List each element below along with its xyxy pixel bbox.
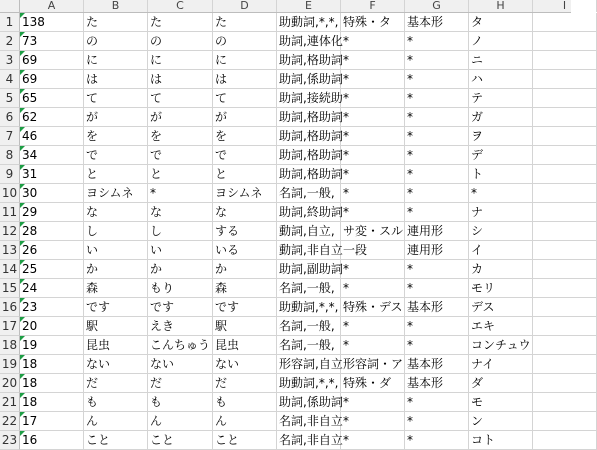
cell-f[interactable]: 特殊・タ xyxy=(341,13,405,32)
cell-d[interactable]: に xyxy=(213,51,277,70)
cell-g[interactable]: * xyxy=(405,51,469,70)
column-header-h[interactable]: H xyxy=(469,0,533,12)
cell-b[interactable]: ん xyxy=(84,412,148,431)
number-as-text-indicator-icon xyxy=(20,127,25,132)
cell-f[interactable]: * xyxy=(341,32,405,51)
cell-a[interactable]: 28 xyxy=(20,222,84,241)
cell-f[interactable]: * xyxy=(341,412,405,431)
cell-i[interactable] xyxy=(533,317,597,336)
table-row xyxy=(0,70,571,89)
cell-h[interactable]: ノ xyxy=(469,32,533,51)
cell-b[interactable]: い xyxy=(84,241,148,260)
cell-b[interactable]: 駅 xyxy=(84,317,148,336)
cell-i[interactable] xyxy=(533,412,597,431)
cell-a[interactable]: 69 xyxy=(20,70,84,89)
cell-e[interactable]: 助詞,格助詞 xyxy=(277,108,341,127)
cell-g[interactable]: * xyxy=(405,393,469,412)
cell-h[interactable]: ヲ xyxy=(469,127,533,146)
number-as-text-indicator-icon xyxy=(20,89,25,94)
number-as-text-indicator-icon xyxy=(20,317,25,322)
cell-d[interactable]: ない xyxy=(213,355,277,374)
cell-g[interactable]: * xyxy=(405,203,469,222)
cell-c[interactable]: ん xyxy=(148,412,213,431)
cell-g[interactable]: * xyxy=(405,412,469,431)
table-row xyxy=(0,32,571,51)
table-row xyxy=(0,51,571,70)
cell-e[interactable]: 助詞,副助詞 xyxy=(277,260,341,279)
cell-d[interactable]: の xyxy=(213,32,277,51)
number-as-text-indicator-icon xyxy=(20,222,25,227)
cell-i[interactable] xyxy=(533,108,597,127)
table-row xyxy=(0,336,571,355)
cell-h[interactable]: イ xyxy=(469,241,533,260)
table-row xyxy=(0,203,571,222)
number-as-text-indicator-icon xyxy=(20,431,25,436)
number-as-text-indicator-icon xyxy=(20,374,25,379)
table-row xyxy=(0,184,571,203)
table-row xyxy=(0,222,571,241)
cell-i[interactable] xyxy=(533,89,597,108)
table-row xyxy=(0,393,571,412)
row-header[interactable]: 4 xyxy=(0,70,20,89)
cell-c[interactable]: こと xyxy=(148,431,213,450)
cell-a[interactable]: 29 xyxy=(20,203,84,222)
cell-e[interactable]: 名詞,非自立 xyxy=(277,431,341,450)
cell-i[interactable] xyxy=(533,127,597,146)
cell-c[interactable]: の xyxy=(148,32,213,51)
select-all-corner[interactable] xyxy=(0,0,20,12)
cell-e[interactable]: 助詞,格助詞 xyxy=(277,146,341,165)
cell-h[interactable]: シ xyxy=(469,222,533,241)
cell-a[interactable]: 23 xyxy=(20,298,84,317)
cell-b[interactable]: 森 xyxy=(84,279,148,298)
cell-c[interactable]: で xyxy=(148,146,213,165)
cell-i[interactable] xyxy=(533,279,597,298)
cell-b[interactable]: で xyxy=(84,146,148,165)
cell-f[interactable]: * xyxy=(341,203,405,222)
cell-f[interactable]: * xyxy=(341,89,405,108)
cell-g[interactable]: * xyxy=(405,89,469,108)
cell-a[interactable]: 31 xyxy=(20,165,84,184)
cell-h[interactable]: ガ xyxy=(469,108,533,127)
cell-b[interactable]: も xyxy=(84,393,148,412)
cell-e[interactable]: 助詞,係助詞 xyxy=(277,70,341,89)
cell-i[interactable] xyxy=(533,298,597,317)
row-header[interactable]: 3 xyxy=(0,51,20,70)
cell-d[interactable]: ん xyxy=(213,412,277,431)
cell-e[interactable]: 助詞,接続助 xyxy=(277,89,341,108)
cell-d[interactable]: で xyxy=(213,146,277,165)
cell-g[interactable]: * xyxy=(405,184,469,203)
cell-a[interactable]: 73 xyxy=(20,32,84,51)
cell-d[interactable]: て xyxy=(213,89,277,108)
cell-e[interactable]: 助詞,格助詞 xyxy=(277,127,341,146)
cell-e[interactable]: 助詞,格助詞 xyxy=(277,51,341,70)
row-header[interactable]: 9 xyxy=(0,165,20,184)
cell-h[interactable]: タ xyxy=(469,13,533,32)
cell-a[interactable]: 16 xyxy=(20,431,84,450)
table-row xyxy=(0,89,571,108)
cell-f[interactable]: * xyxy=(341,127,405,146)
number-as-text-indicator-icon xyxy=(20,336,25,341)
table-row xyxy=(0,108,571,127)
cell-e[interactable]: 名詞,非自立 xyxy=(277,412,341,431)
cell-g[interactable]: * xyxy=(405,260,469,279)
cell-i[interactable] xyxy=(533,355,597,374)
cell-i[interactable] xyxy=(533,13,597,32)
table-row xyxy=(0,13,571,32)
cell-g[interactable]: * xyxy=(405,108,469,127)
cell-f[interactable]: * xyxy=(341,431,405,450)
cell-d[interactable]: を xyxy=(213,127,277,146)
cell-c[interactable]: な xyxy=(148,203,213,222)
cell-g[interactable]: * xyxy=(405,336,469,355)
cell-f[interactable]: * xyxy=(341,108,405,127)
number-as-text-indicator-icon xyxy=(20,298,25,303)
cell-b[interactable]: こと xyxy=(84,431,148,450)
cell-d[interactable]: いる xyxy=(213,241,277,260)
cell-g[interactable]: * xyxy=(405,165,469,184)
cell-d[interactable]: する xyxy=(213,222,277,241)
cell-e[interactable]: 助詞,格助詞 xyxy=(277,165,341,184)
cell-d[interactable]: 昆虫 xyxy=(213,336,277,355)
table-row xyxy=(0,431,571,450)
cell-c[interactable]: だ xyxy=(148,374,213,393)
cell-a[interactable]: 46 xyxy=(20,127,84,146)
number-as-text-indicator-icon xyxy=(20,70,25,75)
number-as-text-indicator-icon xyxy=(20,279,25,284)
table-row xyxy=(0,374,571,393)
cell-a[interactable]: 18 xyxy=(20,374,84,393)
cell-d[interactable]: と xyxy=(213,165,277,184)
cell-f[interactable]: * xyxy=(341,260,405,279)
cell-e[interactable]: 助動詞,*,*, xyxy=(277,298,341,317)
cell-c[interactable]: です xyxy=(148,298,213,317)
cell-c[interactable]: て xyxy=(148,89,213,108)
cell-f[interactable]: * xyxy=(341,317,405,336)
cell-i[interactable] xyxy=(533,374,597,393)
cell-i[interactable] xyxy=(533,70,597,89)
row-header[interactable]: 20 xyxy=(0,374,20,393)
cell-d[interactable]: です xyxy=(213,298,277,317)
cell-c[interactable]: * xyxy=(148,184,213,203)
cell-i[interactable] xyxy=(533,431,597,450)
number-as-text-indicator-icon xyxy=(20,203,25,208)
row-header[interactable]: 6 xyxy=(0,108,20,127)
cell-b[interactable]: です xyxy=(84,298,148,317)
cell-e[interactable]: 助動詞,*,*, xyxy=(277,374,341,393)
cell-a[interactable]: 34 xyxy=(20,146,84,165)
cell-f[interactable]: * xyxy=(341,146,405,165)
cell-c[interactable]: も xyxy=(148,393,213,412)
cell-b[interactable]: は xyxy=(84,70,148,89)
cell-g[interactable]: 基本形 xyxy=(405,355,469,374)
cell-g[interactable]: * xyxy=(405,317,469,336)
table-row xyxy=(0,279,571,298)
cell-h[interactable]: カ xyxy=(469,260,533,279)
cell-g[interactable]: * xyxy=(405,279,469,298)
cell-a[interactable]: 65 xyxy=(20,89,84,108)
cell-a[interactable]: 69 xyxy=(20,51,84,70)
cell-d[interactable]: が xyxy=(213,108,277,127)
cell-h[interactable]: ナイ xyxy=(469,355,533,374)
cell-d[interactable]: 駅 xyxy=(213,317,277,336)
cell-h[interactable]: モリ xyxy=(469,279,533,298)
cell-e[interactable]: 名詞,一般, xyxy=(277,279,341,298)
row-header[interactable]: 5 xyxy=(0,89,20,108)
cell-i[interactable] xyxy=(533,203,597,222)
row-header[interactable]: 10 xyxy=(0,184,20,203)
cell-h[interactable]: ハ xyxy=(469,70,533,89)
table-row xyxy=(0,412,571,431)
column-header-g[interactable]: G xyxy=(405,0,469,12)
cell-c[interactable]: た xyxy=(148,13,213,32)
cell-d[interactable]: こと xyxy=(213,431,277,450)
number-as-text-indicator-icon xyxy=(20,241,25,246)
cell-e[interactable]: 名詞,一般, xyxy=(277,184,341,203)
cell-c[interactable]: もり xyxy=(148,279,213,298)
number-as-text-indicator-icon xyxy=(20,260,25,265)
column-header-a[interactable]: A xyxy=(20,0,84,12)
cell-h[interactable]: ト xyxy=(469,165,533,184)
cell-c[interactable]: と xyxy=(148,165,213,184)
cell-c[interactable]: を xyxy=(148,127,213,146)
number-as-text-indicator-icon xyxy=(20,51,25,56)
cell-b[interactable]: を xyxy=(84,127,148,146)
cell-b[interactable]: の xyxy=(84,32,148,51)
cell-c[interactable]: えき xyxy=(148,317,213,336)
cell-e[interactable]: 動詞,非自立 xyxy=(277,241,341,260)
table-row xyxy=(0,146,571,165)
table-row xyxy=(0,355,571,374)
cell-c[interactable]: は xyxy=(148,70,213,89)
column-header-bar xyxy=(0,0,571,13)
cell-b[interactable]: と xyxy=(84,165,148,184)
cell-e[interactable]: 名詞,一般, xyxy=(277,317,341,336)
cell-a[interactable]: 24 xyxy=(20,279,84,298)
cell-g[interactable]: * xyxy=(405,127,469,146)
cell-d[interactable]: な xyxy=(213,203,277,222)
cell-b[interactable]: に xyxy=(84,51,148,70)
cell-i[interactable] xyxy=(533,146,597,165)
number-as-text-indicator-icon xyxy=(20,13,25,18)
cell-f[interactable]: 特殊・ダ xyxy=(341,374,405,393)
cell-h[interactable]: デス xyxy=(469,298,533,317)
cell-e[interactable]: 助詞,係助詞 xyxy=(277,393,341,412)
cell-g[interactable]: * xyxy=(405,146,469,165)
table-row xyxy=(0,127,571,146)
cell-f[interactable]: * xyxy=(341,393,405,412)
row-header[interactable]: 19 xyxy=(0,355,20,374)
cell-b[interactable]: ない xyxy=(84,355,148,374)
cell-g[interactable]: 連用形 xyxy=(405,222,469,241)
cell-d[interactable]: か xyxy=(213,260,277,279)
cell-e[interactable]: 助詞,連体化 xyxy=(277,32,341,51)
cell-b[interactable]: が xyxy=(84,108,148,127)
cell-h[interactable]: コンチュウ xyxy=(469,336,533,355)
cell-c[interactable]: し xyxy=(148,222,213,241)
row-header[interactable]: 13 xyxy=(0,241,20,260)
cell-i[interactable] xyxy=(533,241,597,260)
table-row xyxy=(0,241,571,260)
table-row xyxy=(0,317,571,336)
cell-a[interactable]: 17 xyxy=(20,412,84,431)
cell-h[interactable]: * xyxy=(469,184,533,203)
number-as-text-indicator-icon xyxy=(20,108,25,113)
cell-d[interactable]: は xyxy=(213,70,277,89)
cell-b[interactable]: ヨシムネ xyxy=(84,184,148,203)
row-header[interactable]: 8 xyxy=(0,146,20,165)
column-header-f[interactable]: F xyxy=(341,0,405,12)
column-header-i[interactable]: I xyxy=(533,0,597,12)
cell-b[interactable]: か xyxy=(84,260,148,279)
number-as-text-indicator-icon xyxy=(20,184,25,189)
cell-b[interactable]: な xyxy=(84,203,148,222)
table-row xyxy=(0,165,571,184)
cell-e[interactable]: 動詞,自立, xyxy=(277,222,341,241)
cell-b[interactable]: 昆虫 xyxy=(84,336,148,355)
cell-f[interactable]: 一段 xyxy=(341,241,405,260)
cell-c[interactable]: が xyxy=(148,108,213,127)
cell-a[interactable]: 19 xyxy=(20,336,84,355)
number-as-text-indicator-icon xyxy=(20,165,25,170)
number-as-text-indicator-icon xyxy=(20,32,25,37)
cell-f[interactable]: * xyxy=(341,51,405,70)
cell-a[interactable]: 20 xyxy=(20,317,84,336)
cell-g[interactable]: 連用形 xyxy=(405,241,469,260)
number-as-text-indicator-icon xyxy=(20,412,25,417)
column-header-b[interactable]: B xyxy=(84,0,148,12)
cell-h[interactable]: テ xyxy=(469,89,533,108)
cell-f[interactable]: 形容詞・ア xyxy=(341,355,405,374)
cell-f[interactable]: * xyxy=(341,165,405,184)
cell-d[interactable]: も xyxy=(213,393,277,412)
cell-e[interactable]: 助詞,終助詞 xyxy=(277,203,341,222)
cell-h[interactable]: モ xyxy=(469,393,533,412)
cell-h[interactable]: ニ xyxy=(469,51,533,70)
cell-b[interactable]: た xyxy=(84,13,148,32)
number-as-text-indicator-icon xyxy=(20,146,25,151)
cell-i[interactable] xyxy=(533,222,597,241)
cell-c[interactable]: か xyxy=(148,260,213,279)
row-header[interactable]: 22 xyxy=(0,412,20,431)
cell-i[interactable] xyxy=(533,336,597,355)
cell-f[interactable]: 特殊・デス xyxy=(341,298,405,317)
cell-a[interactable]: 18 xyxy=(20,355,84,374)
cell-f[interactable]: * xyxy=(341,70,405,89)
cell-b[interactable]: だ xyxy=(84,374,148,393)
cell-d[interactable]: た xyxy=(213,13,277,32)
cell-h[interactable]: デ xyxy=(469,146,533,165)
cell-a[interactable]: 30 xyxy=(20,184,84,203)
cell-i[interactable] xyxy=(533,260,597,279)
column-header-d[interactable]: D xyxy=(213,0,277,12)
cell-b[interactable]: し xyxy=(84,222,148,241)
row-header[interactable]: 2 xyxy=(0,32,20,51)
cell-b[interactable]: て xyxy=(84,89,148,108)
cell-d[interactable]: ヨシムネ xyxy=(213,184,277,203)
cell-a[interactable]: 18 xyxy=(20,393,84,412)
cell-i[interactable] xyxy=(533,165,597,184)
cell-e[interactable]: 助動詞,*,*, xyxy=(277,13,341,32)
cell-e[interactable]: 名詞,一般, xyxy=(277,336,341,355)
cell-i[interactable] xyxy=(533,184,597,203)
row-header[interactable]: 1 xyxy=(0,13,20,32)
cell-c[interactable]: こんちゅう xyxy=(148,336,213,355)
row-header[interactable]: 18 xyxy=(0,336,20,355)
row-header[interactable]: 12 xyxy=(0,222,20,241)
cell-h[interactable]: ダ xyxy=(469,374,533,393)
cell-h[interactable]: コト xyxy=(469,431,533,450)
cell-c[interactable]: に xyxy=(148,51,213,70)
column-header-c[interactable]: C xyxy=(148,0,213,12)
cell-e[interactable]: 形容詞,自立 xyxy=(277,355,341,374)
cell-h[interactable]: ン xyxy=(469,412,533,431)
cell-g[interactable]: 基本形 xyxy=(405,374,469,393)
cell-h[interactable]: エキ xyxy=(469,317,533,336)
row-header[interactable]: 11 xyxy=(0,203,20,222)
cell-c[interactable]: い xyxy=(148,241,213,260)
cell-i[interactable] xyxy=(533,51,597,70)
cell-d[interactable]: だ xyxy=(213,374,277,393)
cell-a[interactable]: 138 xyxy=(20,13,84,32)
cell-g[interactable]: * xyxy=(405,70,469,89)
cell-f[interactable]: * xyxy=(341,184,405,203)
table-row xyxy=(0,260,571,279)
cell-f[interactable]: サ変・スル xyxy=(341,222,405,241)
cell-a[interactable]: 26 xyxy=(20,241,84,260)
cell-i[interactable] xyxy=(533,393,597,412)
cell-g[interactable]: 基本形 xyxy=(405,13,469,32)
cell-f[interactable]: * xyxy=(341,279,405,298)
cell-g[interactable]: 基本形 xyxy=(405,298,469,317)
row-header[interactable]: 23 xyxy=(0,431,20,450)
row-header[interactable]: 15 xyxy=(0,279,20,298)
cell-a[interactable]: 25 xyxy=(20,260,84,279)
cell-c[interactable]: ない xyxy=(148,355,213,374)
cell-i[interactable] xyxy=(533,32,597,51)
cell-f[interactable]: * xyxy=(341,336,405,355)
row-header[interactable]: 16 xyxy=(0,298,20,317)
cell-h[interactable]: ナ xyxy=(469,203,533,222)
row-header[interactable]: 21 xyxy=(0,393,20,412)
table-row xyxy=(0,298,571,317)
cell-a[interactable]: 62 xyxy=(20,108,84,127)
cell-d[interactable]: 森 xyxy=(213,279,277,298)
cell-g[interactable]: * xyxy=(405,431,469,450)
cell-g[interactable]: * xyxy=(405,32,469,51)
number-as-text-indicator-icon xyxy=(20,355,25,360)
number-as-text-indicator-icon xyxy=(20,393,25,398)
row-header[interactable]: 17 xyxy=(0,317,20,336)
column-header-e[interactable]: E xyxy=(277,0,341,12)
row-header[interactable]: 7 xyxy=(0,127,20,146)
row-header[interactable]: 14 xyxy=(0,260,20,279)
